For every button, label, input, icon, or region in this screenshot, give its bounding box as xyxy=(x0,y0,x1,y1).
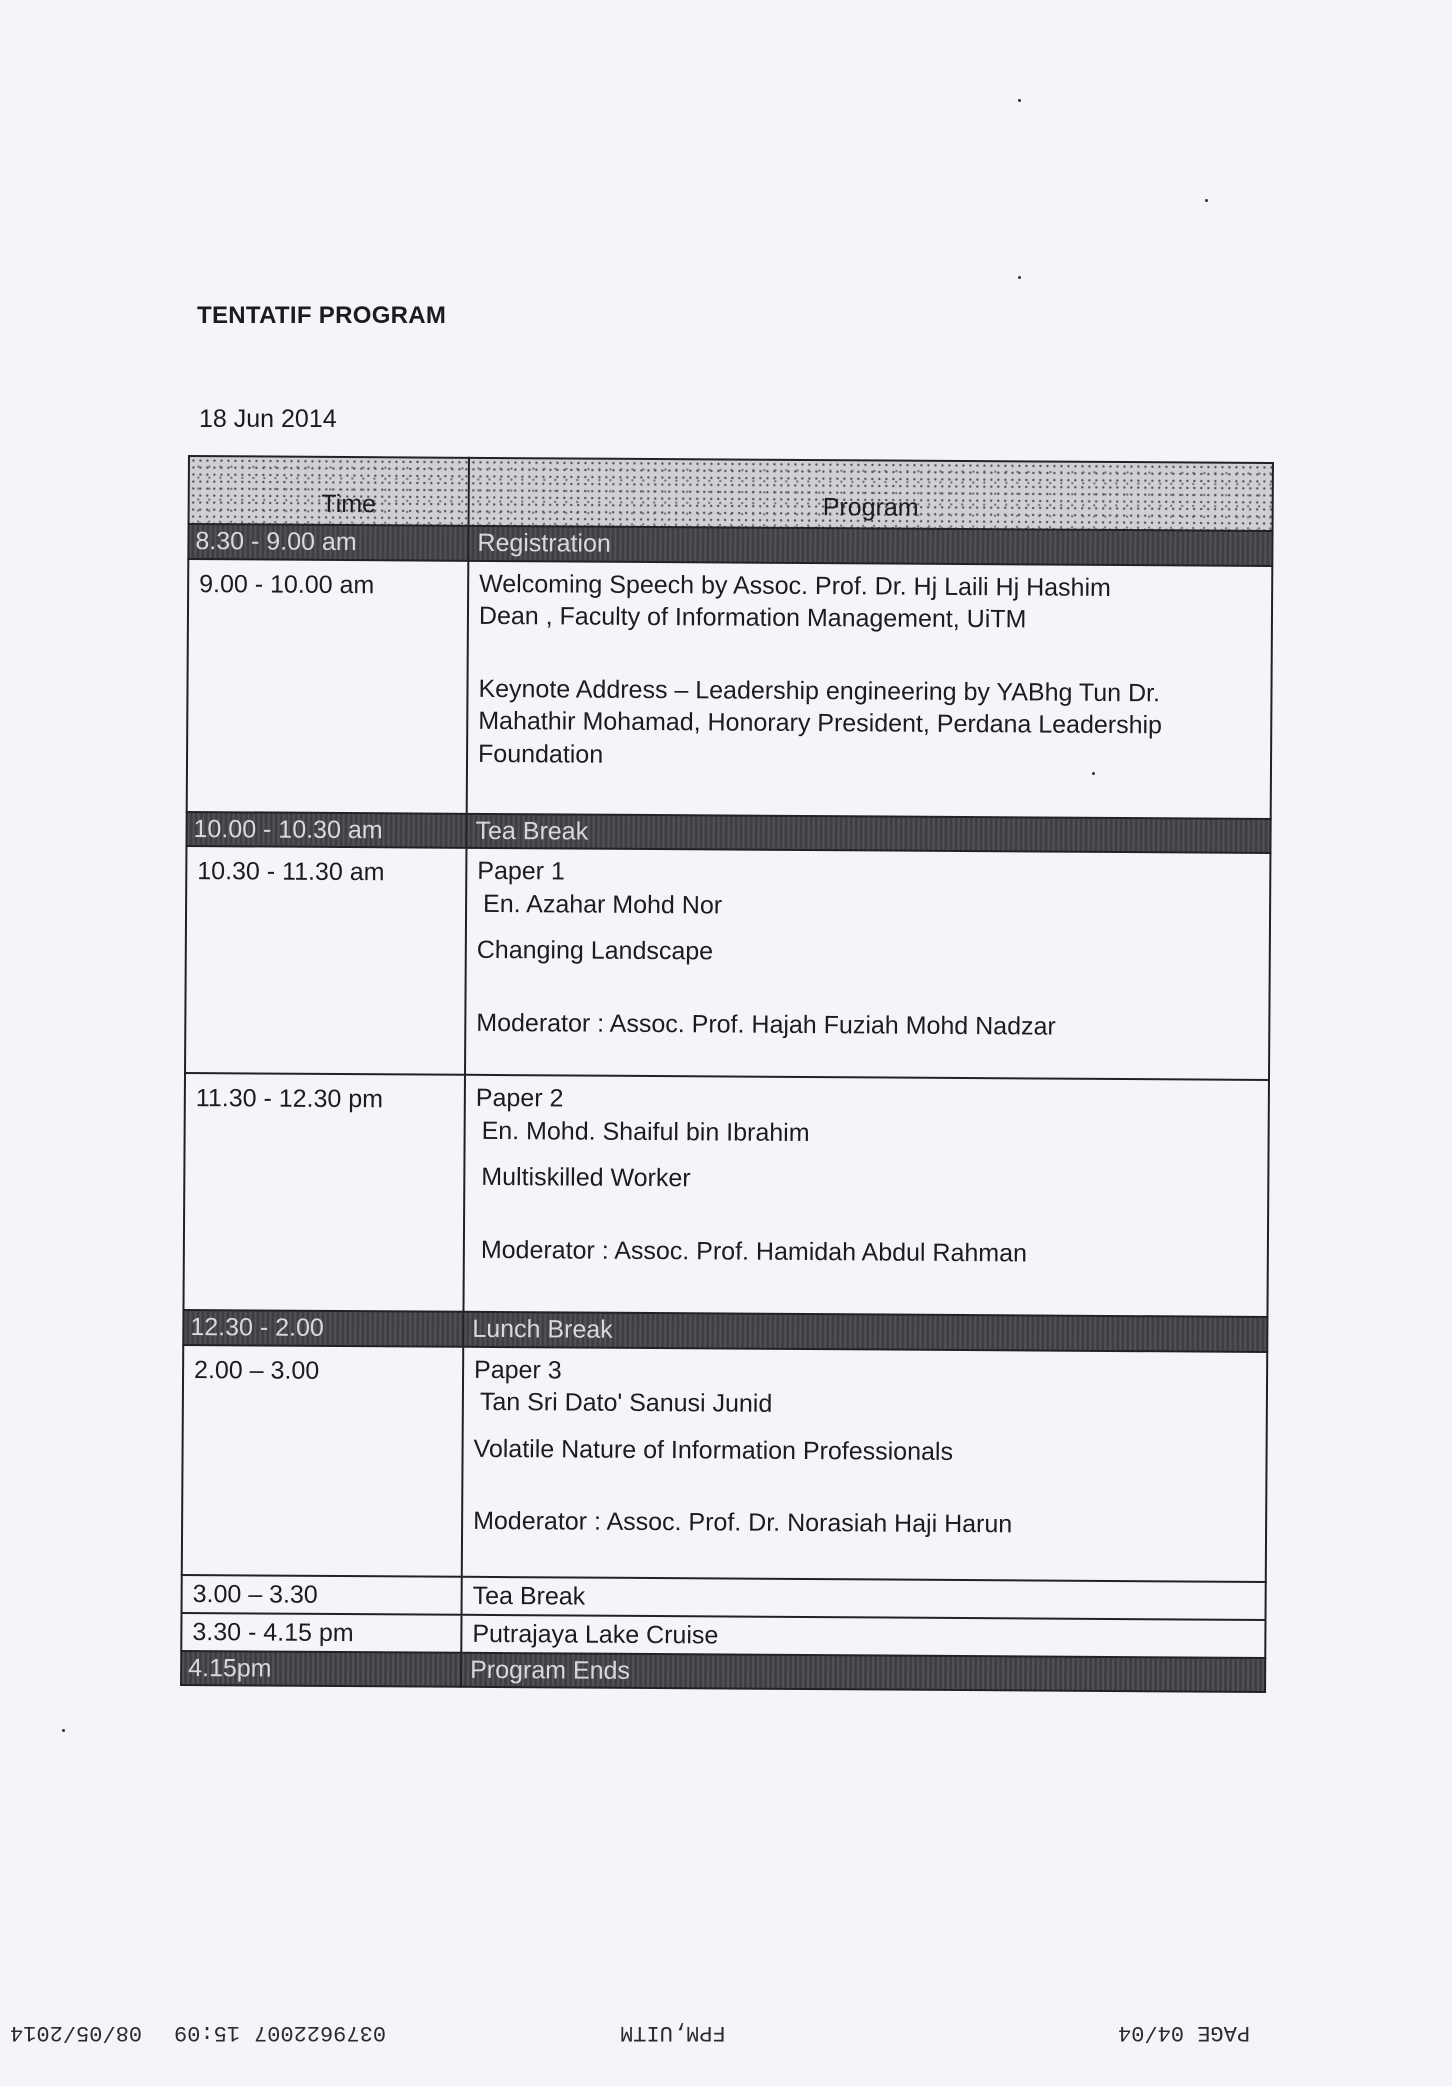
fax-date: 08/05/2014 xyxy=(10,2020,143,2045)
fax-time: 15:09 xyxy=(174,2020,241,2045)
row-time: 10.00 - 10.30 am xyxy=(186,811,466,847)
welcome-speech-line: Welcoming Speech by Assoc. Prof. Dr. Hj Laili Hj Hashim xyxy=(479,569,1111,602)
fax-footer xyxy=(0,2020,1452,2060)
row-time: 10.30 - 11.30 am xyxy=(185,846,466,1075)
paper-label: Paper 1 xyxy=(477,856,565,886)
scan-speck xyxy=(1205,199,1208,202)
row-program xyxy=(462,1346,1267,1581)
fax-sender: FPM,UITM xyxy=(620,2020,726,2045)
paper-topic: Multiskilled Worker xyxy=(481,1162,691,1193)
paper-label: Paper 3 xyxy=(474,1355,562,1384)
paper-topic: Volatile Nature of Information Professionals xyxy=(473,1434,954,1466)
paper-label: Paper 2 xyxy=(475,1083,564,1113)
paper-topic: Changing Landscape xyxy=(476,935,714,966)
table-row-program-ends xyxy=(181,1650,1265,1691)
scan-speck xyxy=(1018,99,1021,102)
fax-number: 0379622007 xyxy=(254,2020,387,2045)
table-row-paper-2 xyxy=(183,1073,1269,1317)
moderator-line: Moderator : Assoc. Prof. Dr. Norasiah Haji Harun xyxy=(473,1506,1013,1539)
scan-speck xyxy=(1092,772,1095,775)
row-program: Lunch Break xyxy=(463,1312,1267,1352)
row-program: Tea Break xyxy=(466,813,1270,853)
table-row-welcome xyxy=(187,559,1273,819)
row-program xyxy=(463,1075,1269,1317)
speaker-name: Tan Sri Dato' Sanusi Junid xyxy=(479,1387,773,1418)
table-row-paper-1 xyxy=(185,846,1270,1080)
row-program xyxy=(465,848,1270,1080)
dean-line: Dean , Faculty of Information Management, UiTM xyxy=(478,601,1027,634)
speaker-name: En. Mohd. Shaiful bin Ibrahim xyxy=(481,1116,810,1147)
row-program: Program Ends xyxy=(461,1652,1265,1692)
table-header-row xyxy=(189,456,1273,531)
row-program: Registration xyxy=(468,526,1272,566)
moderator-line: Moderator : Assoc. Prof. Hamidah Abdul Rahman xyxy=(480,1235,1028,1267)
scan-speck xyxy=(1018,276,1021,279)
row-time: 9.00 - 10.00 am xyxy=(187,559,469,814)
row-time: 3.30 - 4.15 pm xyxy=(181,1612,461,1652)
speaker-name: En. Azahar Mohd Nor xyxy=(483,889,723,919)
program-schedule-table xyxy=(180,455,1272,1689)
table-row-paper-3 xyxy=(182,1344,1267,1581)
row-time: 2.00 – 3.00 xyxy=(182,1344,463,1576)
row-program: Putrajaya Lake Cruise xyxy=(461,1614,1265,1657)
header-program: Program xyxy=(469,458,1273,531)
row-time: 4.15pm xyxy=(181,1650,461,1686)
row-program xyxy=(467,560,1273,818)
row-time: 3.00 – 3.30 xyxy=(182,1574,462,1614)
fax-page-number: PAGE 04/04 xyxy=(1118,2020,1251,2045)
header-time: Time xyxy=(189,456,469,526)
row-time: 12.30 - 2.00 xyxy=(183,1310,463,1346)
scan-speck xyxy=(62,1729,65,1732)
document-title: TENTATIF PROGRAM xyxy=(197,302,447,329)
moderator-line: Moderator : Assoc. Prof. Hajah Fuziah Mohd Nadzar xyxy=(476,1008,1056,1041)
document-date: 18 Jun 2014 xyxy=(199,405,337,433)
row-time: 11.30 - 12.30 pm xyxy=(183,1073,465,1312)
row-program: Tea Break xyxy=(462,1576,1266,1619)
row-time: 8.30 - 9.00 am xyxy=(188,524,468,560)
keynote-line: Keynote Address – Leadership engineering by YABhg Tun Dr. Mahathir Mohamad, Honorary President, Perdana Leadership Foundation xyxy=(477,674,1163,769)
